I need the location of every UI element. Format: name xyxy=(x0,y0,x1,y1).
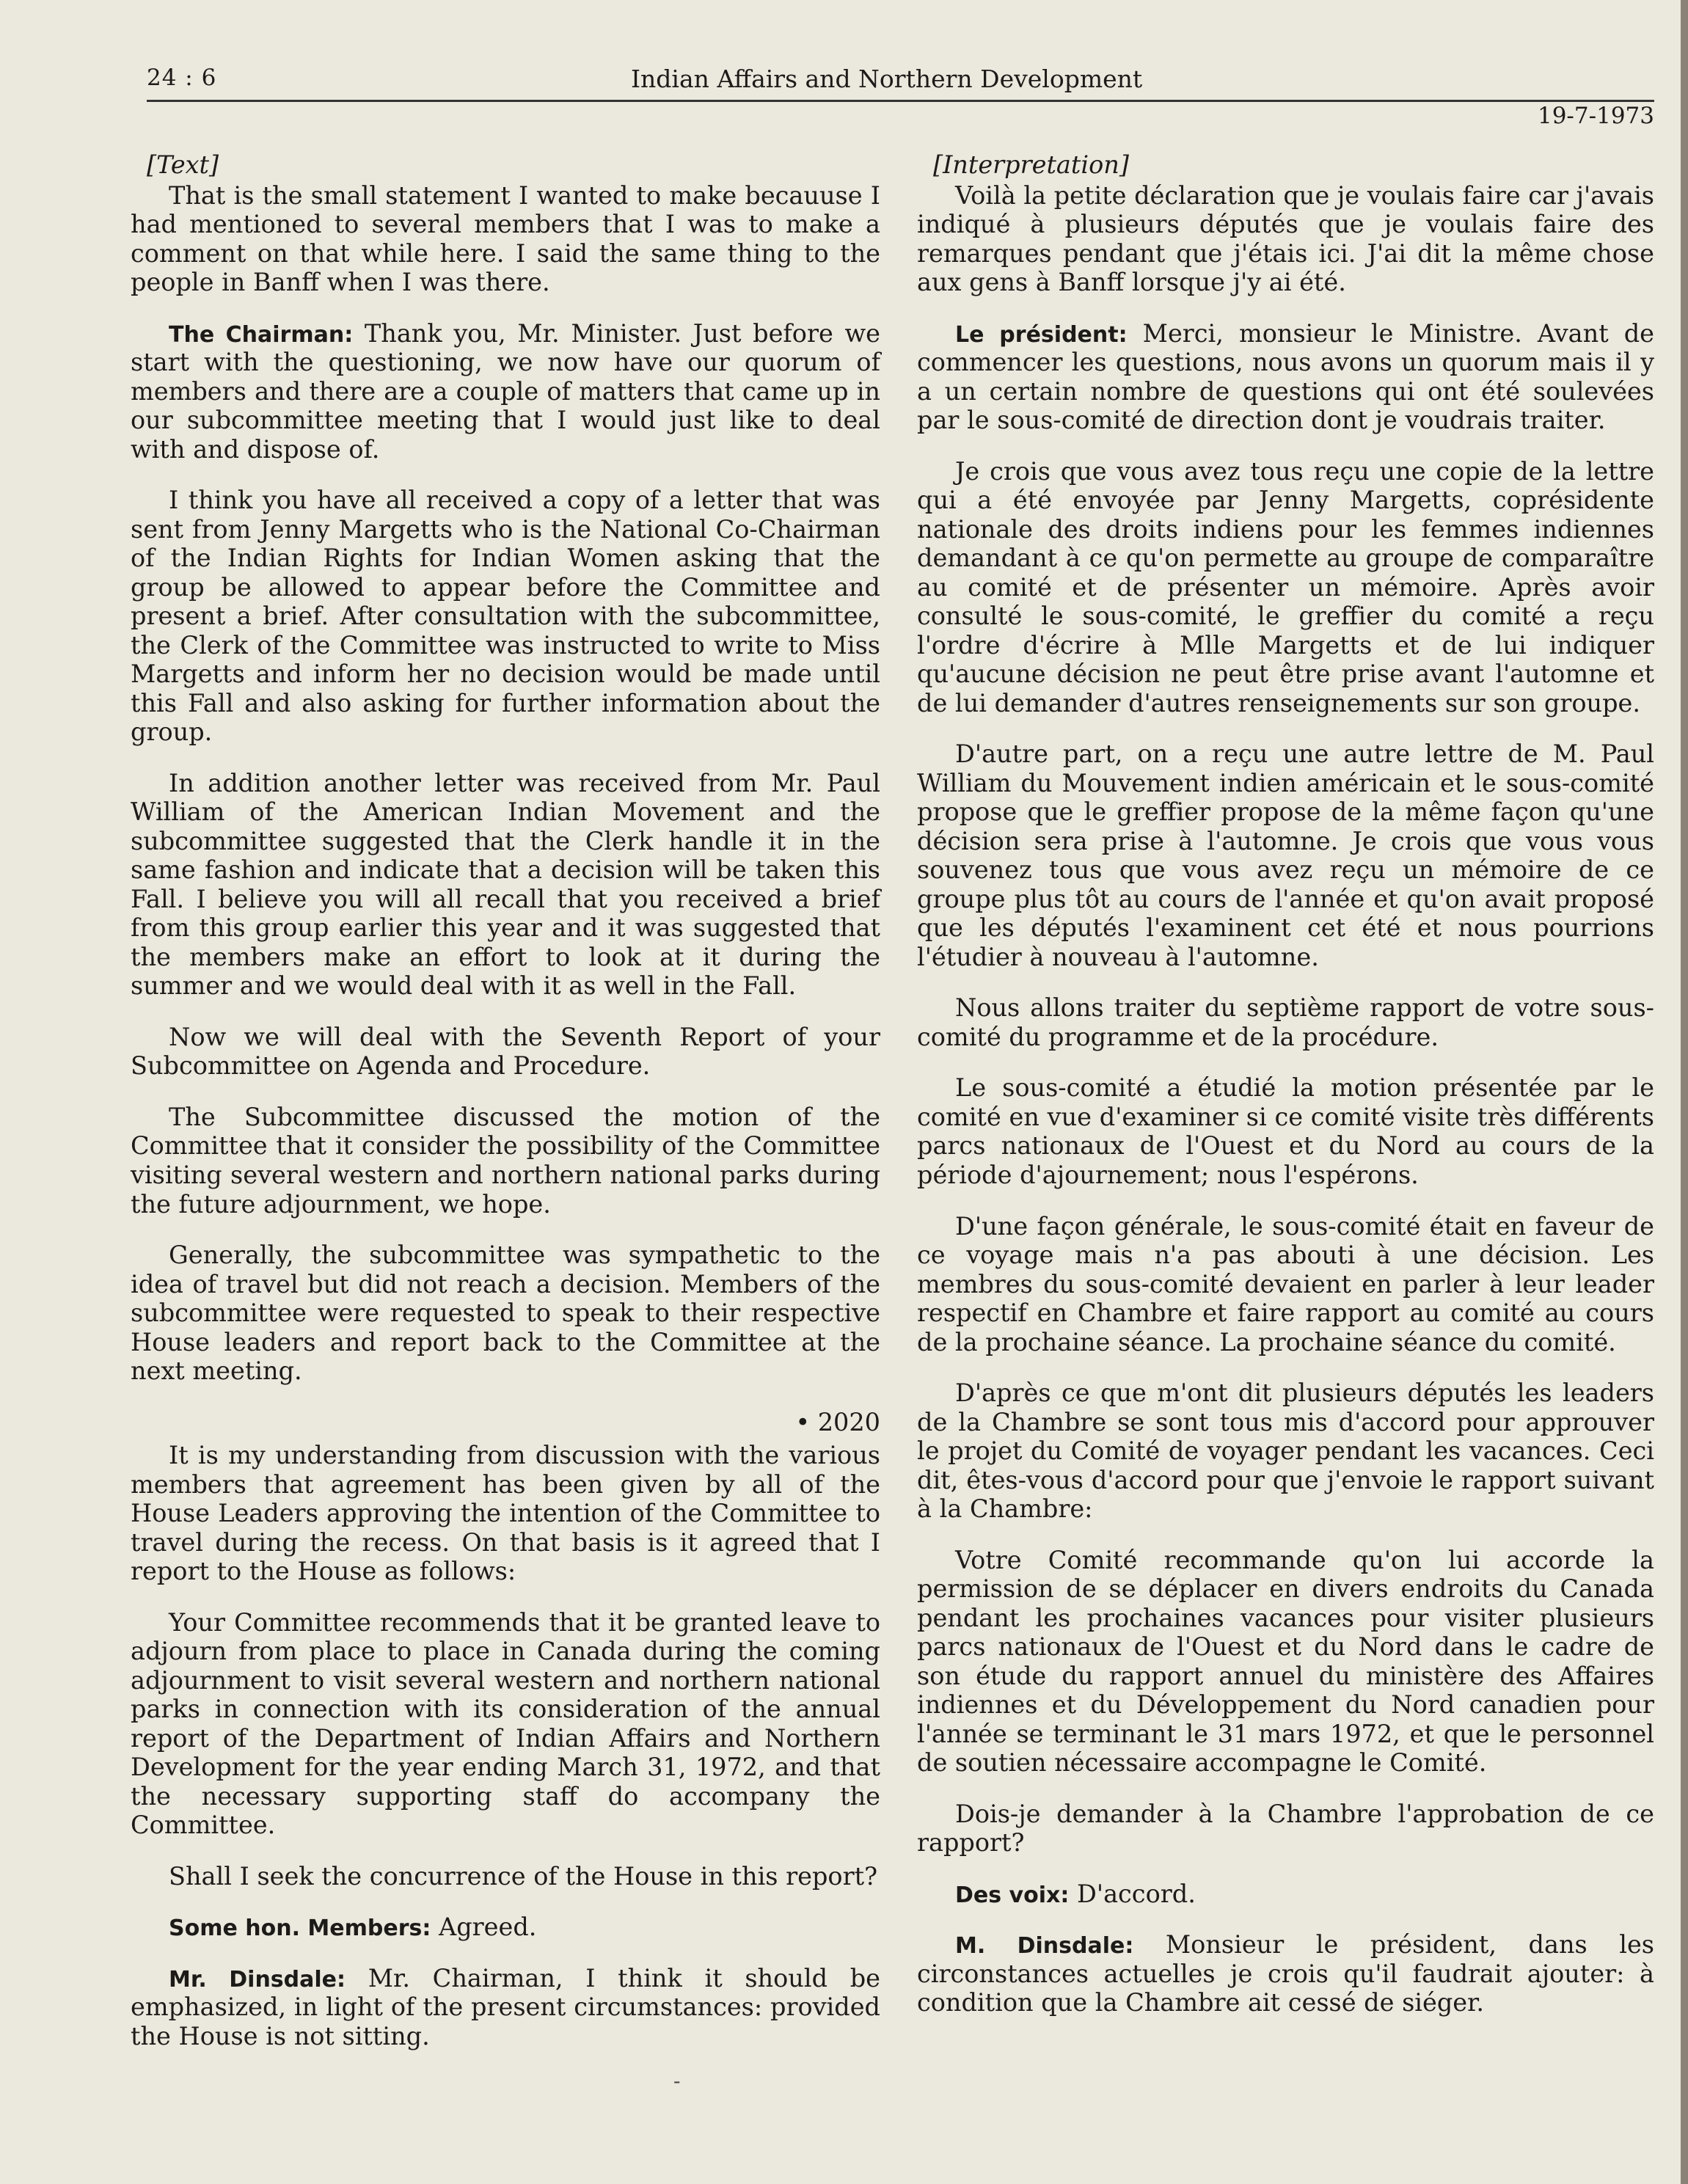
paragraph: D'une façon générale, le sous-comité était en faveur de ce voyage mais n'a pas abouti à une décision. Les membres du sous-comité devaient en parler à leur leader respectif en Chambre et faire rapport au comité au cours de la prochaine séance. La prochaine séance du comité. xyxy=(917,1211,1654,1356)
paragraph: The Subcommittee discussed the motion of the Committee that it consider the possibility of the Committee visiting several western and northern national parks during the future adjournment, we hope. xyxy=(131,1102,880,1219)
page-number: 24 : 6 xyxy=(147,65,217,91)
time-marker: • 2020 xyxy=(795,1407,880,1436)
paragraph: Now we will deal with the Seventh Report of your Subcommittee on Agenda and Procedure. xyxy=(131,1022,880,1081)
paragraph: That is the small statement I wanted to make becauuse I had mentioned to several members that I was to make a comment on that while here. I said the same thing to the people in Banff when I was there. xyxy=(131,180,880,297)
paragraph: In addition another letter was received from Mr. Paul William of the American Indian Movement and the subcommittee suggested that the Clerk handle it in the same fashion and indicate that a decision will be taken this Fall. I believe you will all recall that you received a brief from this group earlier this year and it was suggested that the members make an effort to look at it during the summer and we would deal with it as well in the Fall. xyxy=(131,768,880,1001)
paragraph: It is my understanding from discussion with the various members that agreement has been given by all of the House Leaders approving the intention of the Committee to travel during the recess. On that basis is it agreed that I report to the House as follows: xyxy=(131,1441,880,1586)
running-title: Indian Affairs and Northern Development xyxy=(631,65,1143,93)
paragraph: I think you have all received a copy of a letter that was sent from Jenny Margetts who is the National Co-Chairman of the Indian Rights for Indian Women asking that the group be allowed to appear before the Committee and present a brief. After consultation with the subcommittee, the Clerk of the Committee was instructed to write to Miss Margetts and inform her no decision would be made until this Fall and also asking for further information about the group. xyxy=(131,486,880,747)
paragraph: Dois-je demander à la Chambre l'approbation de ce rapport? xyxy=(917,1799,1654,1858)
paragraph: Je crois que vous avez tous reçu une copie de la lettre qui a été envoyée par Jenny Margetts, coprésidente nationale des droits indiens pour les femmes indiennes demandant à ce qu'on permette au groupe de comparaître au comité et de présenter un mémoire. Après avoir consulté le sous-comité, le greffier du comité a reçu l'ordre d'écrire à Mlle Margetts et de lui indiquer qu'aucune décision ne peut être prise avant l'automne et de lui demander d'autres renseignements sur son groupe. xyxy=(917,456,1654,717)
speaker-name: Des voix: xyxy=(955,1882,1070,1908)
text-label: [Text] xyxy=(147,150,219,179)
speech-text: Monsieur le président, dans les circonstances actuelles je crois qu'il faudrait ajouter: à condition que la Chambre ait cessé de siéger. xyxy=(917,1930,1654,2017)
paragraph: Le sous-comité a étudié la motion présentée par le comité en vue d'examiner si ce comité visite très différents parcs nationaux de l'Ouest et du Nord au cours de la période d'ajournement; nous l'espérons. xyxy=(917,1073,1654,1189)
english-column xyxy=(131,150,880,2072)
speaker-name: Some hon. Members: xyxy=(169,1915,431,1942)
french-column xyxy=(917,150,1654,2072)
paragraph: Votre Comité recommande qu'on lui accorde la permission de se déplacer en divers endroits du Canada pendant les prochaines vacances pour visiter plusieurs parcs nationaux de l'Ouest et du Nord dans le cadre de son étude du rapport annuel du ministère des Affaires indiennes et du Développement du Nord canadien pour l'année se terminant le 31 mars 1972, et que le personnel de soutien nécessaire accompagne le Comité. xyxy=(917,1545,1654,1778)
page-header xyxy=(147,65,1654,129)
interpretation-label: [Interpretation] xyxy=(933,150,1129,179)
speaker-name: The Chairman: xyxy=(169,321,354,348)
paragraph: Nous allons traiter du septième rapport de votre sous-comité du programme et de la procédure. xyxy=(917,993,1654,1051)
page-date: 19-7-1973 xyxy=(1537,103,1654,129)
paragraph: D'après ce que m'ont dit plusieurs députés les leaders de la Chambre se sont tous mis d'accord pour approuver le projet du Comité de voyager pendant les vacances. Ceci dit, êtes-vous d'accord pour que j'envoie le rapport suivant à la Chambre: xyxy=(917,1378,1654,1524)
speech-text: Agreed. xyxy=(431,1913,537,1942)
speech-text: Merci, monsieur le Ministre. Avant de commencer les questions, nous avons un quorum mais il y a un certain nombre de questions qui ont été soulevées par le sous-comité de direction dont je voudrais traiter. xyxy=(917,318,1655,435)
speaker-name: Le président: xyxy=(955,321,1128,348)
paragraph xyxy=(917,319,1654,435)
paragraph: Voilà la petite déclaration que je voulais faire car j'avais indiqué à plusieurs députés que je voulais faire des remarques pendant que j'étais ici. J'ai dit la même chose aux gens à Banff lorsque j'y ai été. xyxy=(917,180,1654,297)
paragraph: D'autre part, on a reçu une autre lettre de M. Paul William du Mouvement indien américain et le sous-comité propose que le greffier propose de la même façon qu'une décision sera prise à l'automne. Je crois que vous vous souvenez tous que vous avez reçu un mémoire de ce groupe plus tôt au cours de l'année et qu'on avait proposé que les députés l'examinent cet été et nous pourrions l'étudier à nouveau à l'automne. xyxy=(917,739,1654,971)
page-edge-shadow xyxy=(1681,0,1688,2184)
speech-text: D'accord. xyxy=(1069,1879,1196,1908)
header-rule xyxy=(147,100,1654,102)
speaker-name: M. Dinsdale: xyxy=(955,1933,1134,1960)
footer-mark: - xyxy=(673,2069,681,2093)
paragraph xyxy=(131,1964,880,2051)
paragraph xyxy=(131,1913,880,1942)
speech-text: Mr. Chairman, I think it should be emphasized, in light of the present circumstances: provided the House is not sitting. xyxy=(131,1963,881,2050)
paragraph: Shall I seek the concurrence of the House in this report? xyxy=(169,1861,878,1891)
paragraph xyxy=(917,1880,1654,1909)
paragraph: Generally, the subcommittee was sympathetic to the idea of travel but did not reach a decision. Members of the subcommittee were requested to speak to their respective House leaders and report back to the Committee at the next meeting. xyxy=(131,1241,880,1386)
speech-text: Thank you, Mr. Minister. Just before we start with the questioning, we now have our quorum of members and there are a couple of matters that came up in our subcommittee meeting that I would just like to deal with and dispose of. xyxy=(131,318,881,464)
speaker-name: Mr. Dinsdale: xyxy=(169,1966,346,1993)
paragraph xyxy=(131,319,880,464)
paragraph xyxy=(917,1930,1654,2017)
paragraph: Your Committee recommends that it be granted leave to adjourn from place to place in Canada during the coming adjournment to visit several western and northern national parks in connection with its consideration of the annual report of the Department of Indian Affairs and Northern Development for the year ending March 31, 1972, and that the necessary supporting staff do accompany the Committee. xyxy=(131,1607,880,1840)
